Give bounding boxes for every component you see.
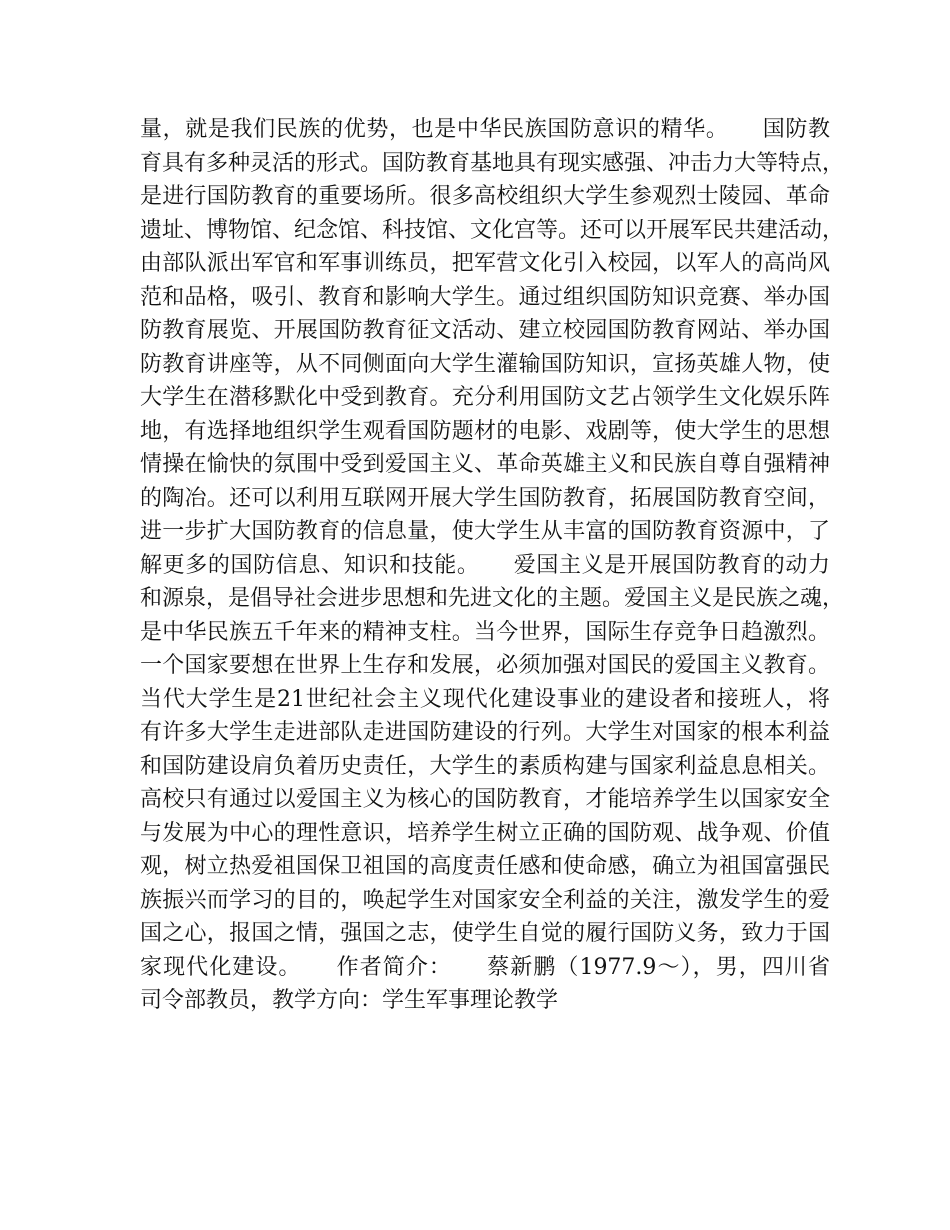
text-line: 有许多大学生走进部队走进国防建设的行列。大学生对国家的根本利益 — [140, 720, 830, 745]
body-text — [140, 113, 845, 1018]
text-line: 族振兴而学习的目的，唤起学生对国家安全利益的关注，激发学生的爱 — [140, 887, 830, 913]
text-line: 由部队派出军官和军事训练员，把军营文化引入校园，以军人的高尚风 — [140, 251, 830, 276]
text-line: 遗址、博物馆、纪念馆、科技馆、文化宫等。还可以开展军民共建活动， — [140, 217, 845, 243]
text-line: 进一步扩大国防教育的信息量，使大学生从丰富的国防教育资源中，了 — [140, 519, 830, 544]
text-line: 解更多的国防信息、知识和技能。 爱国主义是开展国防教育的动力 — [140, 552, 830, 578]
text-line: 当代大学生是21世纪社会主义现代化建设事业的建设者和接班人，将 — [140, 686, 830, 712]
text-line: 高校只有通过以爱国主义为核心的国防教育，才能培养学生以国家安全 — [140, 787, 830, 812]
text-line: 防教育展览、开展国防教育征文活动、建立校园国防教育网站、举办国 — [140, 318, 830, 343]
text-line: 和源泉，是倡导社会进步思想和先进文化的主题。爱国主义是民族之魂， — [140, 586, 845, 611]
text-line: 观，树立热爱祖国保卫祖国的高度责任感和使命感，确立为祖国富强民 — [140, 854, 830, 879]
text-line: 防教育讲座等，从不同侧面向大学生灌输国防知识，宣扬英雄人物，使 — [140, 351, 830, 377]
text-line: 是中华民族五千年来的精神支柱。当今世界，国际生存竞争日趋激烈。 — [140, 619, 830, 645]
text-line: 地，有选择地组织学生观看国防题材的电影、戏剧等，使大学生的思想 — [140, 418, 830, 444]
text-line: 是进行国防教育的重要场所。很多高校组织大学生参观烈士陵园、革命 — [140, 184, 830, 209]
text-line: 大学生在潜移默化中受到教育。充分利用国防文艺占领学生文化娱乐阵 — [140, 385, 830, 410]
text-line: 和国防建设肩负着历史责任，大学生的素质构建与国家利益息息相关。 — [140, 753, 830, 779]
text-line: 的陶冶。还可以利用互联网开展大学生国防教育，拓展国防教育空间， — [140, 485, 830, 511]
text-line: 量，就是我们民族的优势，也是中华民族国防意识的精华。 国防教 — [140, 117, 830, 142]
text-line: 一个国家要想在世界上生存和发展，必须加强对国民的爱国主义教育。 — [140, 653, 830, 678]
text-line: 范和品格，吸引、教育和影响大学生。通过组织国防知识竞赛、举办国 — [140, 284, 830, 310]
text-line: 家现代化建设。 作者简介： 蔡新鹏（1977.9～），男，四川省 — [140, 954, 830, 980]
text-line: 育具有多种灵活的形式。国防教育基地具有现实感强、冲击力大等特点， — [140, 150, 845, 176]
text-line-last: 司令部教员，教学方向：学生军事理论教学 — [140, 988, 559, 1013]
text-line: 情操在愉快的氛围中受到爱国主义、革命英雄主义和民族自尊自强精神 — [140, 452, 830, 477]
text-line: 与发展为中心的理性意识，培养学生树立正确的国防观、战争观、价值 — [140, 820, 830, 846]
text-line: 国之心，报国之情，强国之志，使学生自觉的履行国防义务，致力于国 — [140, 921, 830, 946]
